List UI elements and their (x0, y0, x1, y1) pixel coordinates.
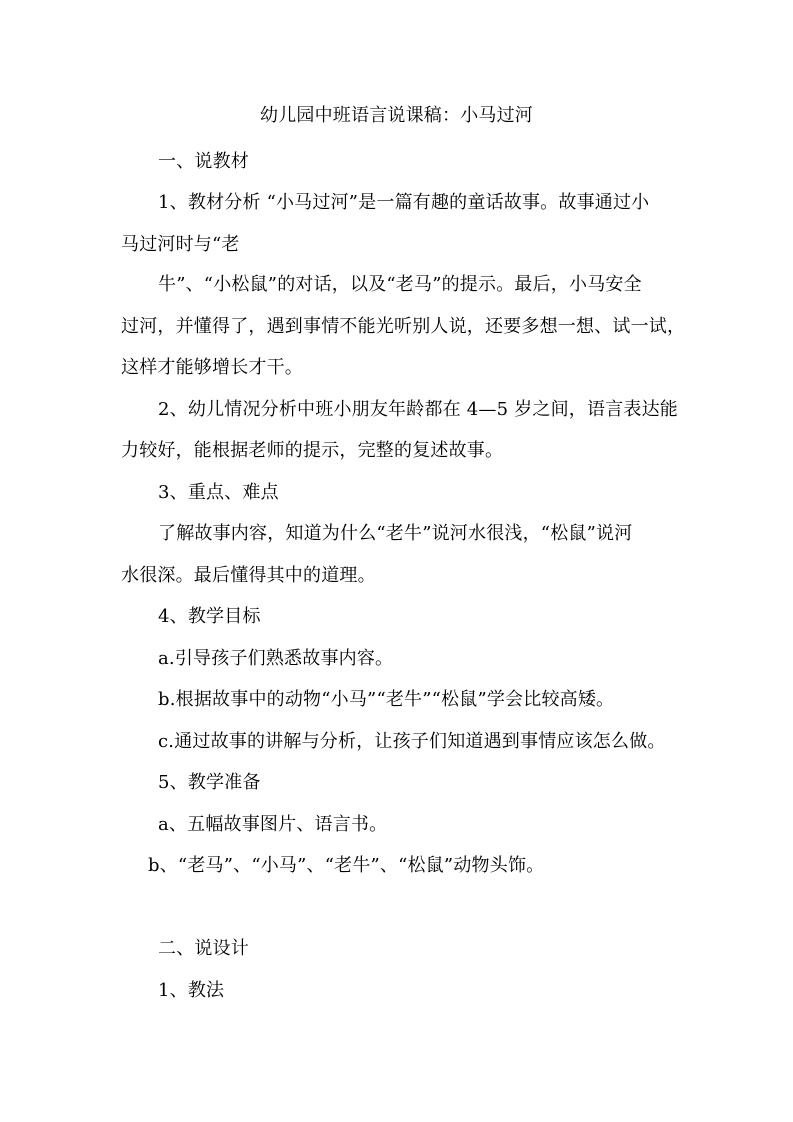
paragraph-line: 水很深。最后懂得其中的道理。 (121, 565, 376, 586)
paragraph-line: 了解故事内容，知道为什么“老牛”说河水很浅，“松鼠”说河 (158, 523, 633, 544)
subheading-teaching-goals: 4、教学目标 (158, 606, 261, 627)
list-item: c.通过故事的讲解与分析，让孩子们知道遇到事情应该怎么做。 (158, 731, 666, 752)
paragraph-line: 这样才能够增长才干。 (121, 357, 303, 378)
section-heading-textbook: 一、说教材 (158, 151, 249, 172)
list-item: a、五幅故事图片、语言书。 (158, 814, 388, 835)
subheading-key-points: 3、重点、难点 (158, 482, 279, 503)
paragraph-line: 2、幼儿情况分析中班小朋友年龄都在 4—5 岁之间，语言表达能 (158, 399, 678, 420)
paragraph-line: 马过河时与“老 (121, 234, 240, 255)
list-item: b、“老马”、“小马”、“老牛”、“松鼠”动物头饰。 (148, 855, 545, 876)
paragraph-line: 1、教材分析 “小马过河”是一篇有趣的童话故事。故事通过小 (158, 192, 650, 213)
document-title: 幼儿园中班语言说课稿：小马过河 (260, 105, 533, 126)
paragraph-line: 过河，并懂得了，遇到事情不能光听别人说，还要多想一想、试一试， (121, 316, 686, 337)
section-heading-design: 二、说设计 (158, 938, 249, 959)
subheading-teaching-preparation: 5、教学准备 (158, 772, 261, 793)
paragraph-line: 牛”、“小松鼠”的对话，以及“老马”的提示。最后，小马安全 (158, 274, 642, 295)
paragraph-line: 力较好，能根据老师的提示，完整的复述故事。 (121, 440, 504, 461)
list-item: b.根据故事中的动物“小马”“老牛”“松鼠”学会比较高矮。 (158, 689, 615, 710)
list-item: a.引导孩子们熟悉故事内容。 (158, 648, 394, 669)
subheading-teaching-method: 1、教法 (158, 980, 225, 1001)
